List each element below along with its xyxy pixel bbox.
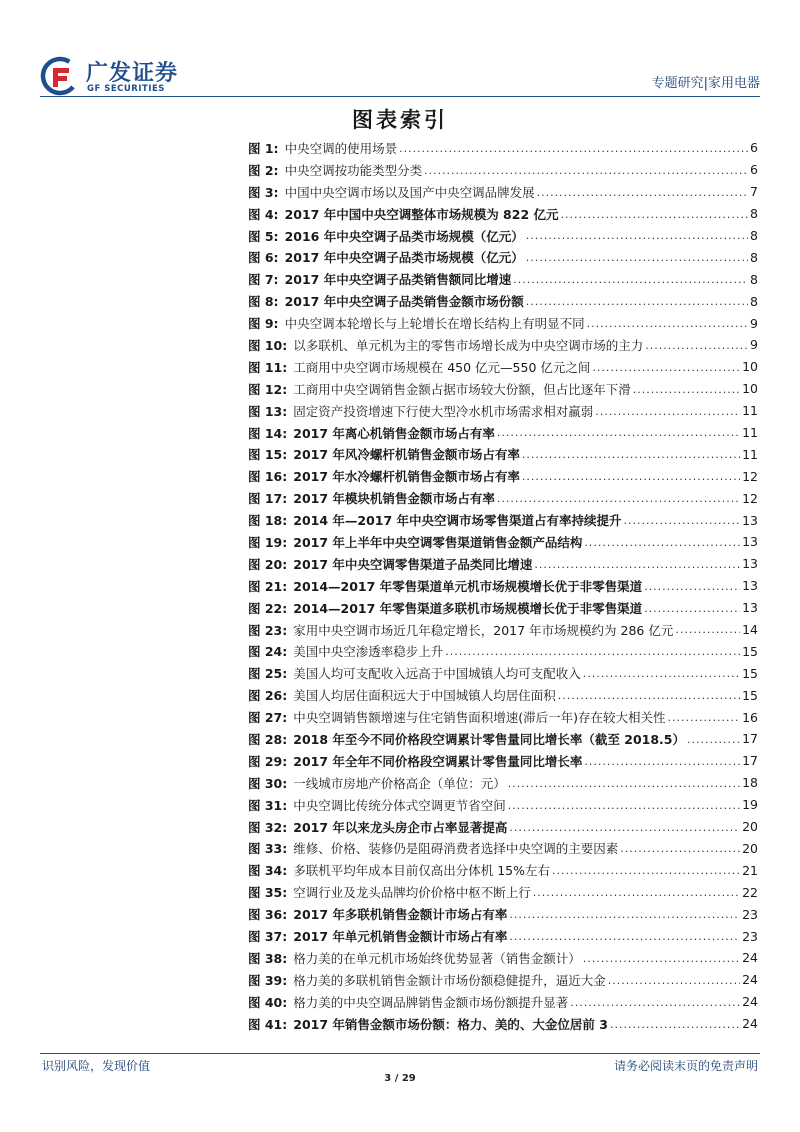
toc-leader-dots: [583, 668, 740, 684]
toc-leader-dots: [645, 340, 748, 356]
toc-leader-dots: [522, 471, 740, 487]
toc-leader-dots: [509, 909, 740, 925]
toc-leader-dots: [497, 493, 740, 509]
toc-entry[interactable]: [248, 246, 758, 268]
toc-figure-caption: 中央空调的使用场景: [284, 140, 398, 156]
toc-entry[interactable]: [248, 509, 758, 531]
footer-disclaimer-note: 请务必阅读末页的免责声明: [613, 1059, 758, 1073]
toc-figure-caption: 中央空调销售额增速与住宅销售面积增速(滞后一年)存在较大相关性: [293, 710, 666, 726]
toc-page-number: 15: [742, 643, 758, 659]
toc-entry[interactable]: [248, 422, 758, 444]
toc-figure-number: 图 18:: [248, 513, 288, 529]
toc-figure-caption: 2017 年中央空调零售渠道子品类同比增速: [293, 556, 533, 572]
toc-entry[interactable]: [248, 728, 758, 750]
toc-leader-dots: [587, 318, 748, 334]
toc-page-number: 11: [742, 446, 758, 462]
toc-figure-number: 图 8:: [248, 294, 279, 310]
toc-figure-caption: 空调行业及龙头品牌均价价格中枢不断上行: [293, 885, 531, 901]
toc-figure-number: 图 20:: [248, 556, 288, 572]
toc-figure-number: 图 38:: [248, 950, 288, 966]
toc-figure-caption: 2017 年离心机销售金额市场占有率: [293, 425, 495, 441]
toc-leader-dots: [633, 384, 740, 400]
toc-figure-caption: 2017 年上半年中央空调零售渠道销售金额产品结构: [293, 534, 583, 550]
toc-figure-caption: 2017 年风冷螺杆机销售金额市场占有率: [293, 447, 520, 463]
toc-figure-caption: 中央空调比传统分体式空调更节省空间: [293, 797, 506, 813]
toc-entry[interactable]: [248, 903, 758, 925]
toc-entry[interactable]: [248, 225, 758, 247]
toc-figure-number: 图 33:: [248, 841, 288, 857]
toc-entry[interactable]: [248, 1013, 758, 1035]
toc-entry[interactable]: [248, 312, 758, 334]
toc-entry[interactable]: [248, 619, 758, 641]
toc-leader-dots: [509, 822, 740, 838]
toc-entry[interactable]: [248, 991, 758, 1013]
toc-entry[interactable]: [248, 531, 758, 553]
toc-figure-caption: 以多联机、单元机为主的零售市场增长成为中央空调市场的主力: [293, 337, 644, 353]
toc-figure-caption: 多联机平均年成本目前仅高出分体机 15%左右: [293, 863, 551, 879]
toc-figure-caption: 2017 年以来龙头房企市占率显著提高: [293, 819, 508, 835]
toc-entry[interactable]: [248, 137, 758, 159]
toc-figure-caption: 2014—2017 年零售渠道多联机市场规模增长优于非零售渠道: [293, 600, 643, 616]
toc-page-number: 9: [750, 315, 758, 331]
toc-entry[interactable]: [248, 925, 758, 947]
toc-entry[interactable]: [248, 969, 758, 991]
toc-page-number: 24: [742, 994, 758, 1010]
toc-page-number: 15: [742, 665, 758, 681]
gf-logo-icon: [40, 56, 80, 96]
toc-figure-caption: 固定资产投资增速下行使大型冷水机市场需求相对羸弱: [293, 403, 594, 419]
toc-figure-caption: 美国人均居住面积远大于中国城镇人均居住面积: [293, 688, 556, 704]
toc-figure-number: 图 32:: [248, 819, 288, 835]
toc-figure-number: 图 16:: [248, 469, 288, 485]
toc-page-number: 17: [742, 753, 758, 769]
toc-figure-number: 图 3:: [248, 184, 279, 200]
toc-leader-dots: [624, 515, 741, 531]
toc-figure-number: 图 37:: [248, 929, 288, 944]
toc-entry[interactable]: [248, 947, 758, 969]
toc-figure-number: 图 31:: [248, 797, 288, 813]
toc-figure-caption: 格力美的多联机销售金额计市场份额稳健提升，逼近大金: [293, 972, 606, 988]
toc-entry[interactable]: [248, 290, 758, 312]
toc-leader-dots: [592, 362, 740, 378]
toc-leader-dots: [595, 406, 740, 422]
toc-page-number: 8: [750, 249, 758, 265]
toc-leader-dots: [552, 865, 740, 881]
toc-leader-dots: [584, 537, 740, 553]
toc-figure-caption: 2018 年至今不同价格段空调累计零售量同比增长率（截至 2018.5）: [293, 731, 685, 747]
toc-figure-number: 图 1:: [248, 140, 279, 156]
toc-entry[interactable]: [248, 181, 758, 203]
toc-entry[interactable]: [248, 356, 758, 378]
toc-entry[interactable]: [248, 553, 758, 575]
toc-figure-caption: 2017 年中央空调子品类销售金额市场份额: [284, 294, 524, 310]
toc-entry[interactable]: [248, 203, 758, 225]
toc-page-number: 21: [742, 862, 758, 878]
toc-page-number: 19: [742, 797, 758, 813]
toc-leader-dots: [424, 165, 748, 181]
logo-chinese-name: 广发证券: [86, 61, 179, 86]
toc-figure-number: 图 39:: [248, 972, 288, 988]
toc-entry[interactable]: [248, 684, 758, 706]
toc-figure-number: 图 4:: [248, 206, 279, 222]
toc-entry[interactable]: [248, 487, 758, 509]
toc-entry[interactable]: [248, 159, 758, 181]
toc-figure-number: 图 21:: [248, 578, 288, 594]
toc-entry[interactable]: [248, 575, 758, 597]
toc-leader-dots: [445, 646, 740, 662]
toc-page-number: 22: [742, 884, 758, 900]
toc-figure-caption: 中央空调按功能类型分类: [284, 162, 423, 178]
logo-english-name: GF SECURITIES: [87, 84, 165, 94]
toc-page-number: 8: [750, 271, 758, 287]
toc-page-number: 16: [742, 709, 758, 725]
toc-figure-caption: 2017 年单元机销售金额计市场占有率: [293, 929, 508, 944]
toc-page-number: 18: [742, 775, 758, 791]
toc-figure-number: 图 34:: [248, 863, 288, 879]
toc-figure-number: 图 23:: [248, 622, 288, 638]
toc-page-number: 8: [750, 228, 758, 243]
toc-leader-dots: [584, 756, 740, 772]
toc-figure-caption: 2017 年多联机销售金额计市场占有率: [293, 907, 508, 923]
toc-leader-dots: [644, 581, 740, 597]
toc-leader-dots: [537, 187, 748, 203]
toc-figure-caption: 美国人均可支配收入远高于中国城镇人均可支配收入: [293, 666, 581, 682]
toc-figure-caption: 2017 年水冷螺杆机销售金额市场占有率: [293, 469, 520, 485]
toc-figure-number: 图 9:: [248, 316, 279, 332]
toc-entry[interactable]: [248, 443, 758, 465]
toc-page-number: 12: [742, 490, 758, 506]
toc-figure-number: 图 28:: [248, 731, 288, 747]
toc-entry[interactable]: [248, 334, 758, 356]
toc-page-number: 14: [742, 622, 758, 638]
toc-page-number: 8: [750, 206, 758, 222]
toc-entry[interactable]: [248, 859, 758, 881]
toc-page-number: 13: [742, 556, 758, 572]
footer-divider: [40, 1053, 760, 1054]
toc-figure-number: 图 13:: [248, 403, 288, 419]
toc-figure-number: 图 30:: [248, 775, 288, 791]
footer-slogan: 识别风险，发现价值: [42, 1059, 151, 1073]
company-logo: [40, 56, 220, 96]
toc-figure-caption: 2016 年中央空调子品类市场规模（亿元）: [284, 228, 524, 244]
toc-figure-number: 图 36:: [248, 907, 288, 923]
toc-figure-caption: 2017 年模块机销售金额市场占有率: [293, 491, 495, 507]
toc-figure-caption: 格力美的中央空调品牌销售金额市场份额提升显著: [293, 994, 569, 1010]
toc-entry[interactable]: [248, 794, 758, 816]
toc-page-number: 20: [742, 819, 758, 835]
toc-page-number: 7: [750, 184, 758, 200]
toc-figure-caption: 格力美的在单元机市场始终优势显著（销售金额计）: [293, 950, 581, 966]
toc-figure-caption: 2014—2017 年零售渠道单元机市场规模增长优于非零售渠道: [293, 578, 643, 594]
toc-page-number: 24: [742, 1016, 758, 1032]
toc-figure-caption: 中央空调本轮增长与上轮增长在增长结构上有明显不同: [284, 316, 585, 332]
toc-leader-dots: [687, 734, 740, 750]
toc-entry[interactable]: [248, 750, 758, 772]
toc-page-number: 10: [742, 359, 758, 375]
toc-entry[interactable]: [248, 378, 758, 400]
toc-leader-dots: [399, 143, 748, 159]
toc-leader-dots: [570, 997, 740, 1013]
toc-figure-caption: 2017 年全年不同价格段空调累计零售量同比增长率: [293, 753, 583, 769]
page-title: 图表索引: [352, 107, 448, 132]
report-category: 专题研究|家用电器: [651, 76, 760, 91]
toc-leader-dots: [668, 712, 741, 728]
toc-entry[interactable]: [248, 838, 758, 860]
toc-figure-caption: 一线城市房地产价格高企（单位：元）: [293, 775, 506, 791]
toc-leader-dots: [497, 427, 740, 443]
toc-page-number: 23: [742, 906, 758, 922]
toc-figure-caption: 2017 年中央空调子品类销售额同比增速: [284, 272, 512, 288]
toc-leader-dots: [513, 274, 748, 290]
toc-leader-dots: [610, 1019, 740, 1035]
toc-leader-dots: [526, 252, 748, 268]
toc-leader-dots: [620, 843, 740, 859]
toc-entry[interactable]: [248, 268, 758, 290]
toc-figure-number: 图 22:: [248, 600, 288, 616]
toc-figure-caption: 2014 年—2017 年中央空调市场零售渠道占有率持续提升: [293, 513, 622, 529]
toc-figure-number: 图 7:: [248, 272, 279, 288]
toc-entry[interactable]: [248, 706, 758, 728]
toc-figure-number: 图 40:: [248, 994, 288, 1010]
toc-page-number: 13: [742, 600, 758, 616]
toc-figure-number: 图 15:: [248, 447, 288, 463]
toc-figure-caption: 中国中央空调市场以及国产中央空调品牌发展: [284, 184, 535, 200]
toc-leader-dots: [526, 296, 748, 312]
toc-leader-dots: [534, 559, 740, 575]
toc-page-number: 10: [742, 381, 758, 397]
figure-index-list: [248, 137, 758, 1035]
toc-leader-dots: [533, 887, 740, 903]
toc-leader-dots: [608, 975, 740, 991]
toc-figure-number: 图 24:: [248, 644, 288, 660]
toc-leader-dots: [583, 953, 740, 969]
toc-figure-number: 图 11:: [248, 359, 288, 375]
toc-figure-number: 图 12:: [248, 381, 288, 397]
toc-figure-caption: 2017 年销售金额市场份额：格力、美的、大金位居前 3: [293, 1016, 608, 1032]
toc-entry[interactable]: [248, 465, 758, 487]
toc-page-number: 24: [742, 950, 758, 966]
toc-page-number: 6: [750, 162, 758, 178]
toc-page-number: 23: [742, 928, 758, 944]
toc-figure-number: 图 25:: [248, 666, 288, 682]
toc-leader-dots: [509, 931, 740, 947]
toc-figure-number: 图 5:: [248, 228, 279, 244]
toc-leader-dots: [675, 624, 740, 640]
toc-figure-number: 图 2:: [248, 162, 279, 178]
toc-leader-dots: [558, 690, 740, 706]
toc-page-number: 13: [742, 534, 758, 550]
toc-figure-number: 图 35:: [248, 885, 288, 901]
toc-figure-number: 图 41:: [248, 1016, 288, 1032]
toc-leader-dots: [644, 603, 740, 619]
toc-figure-caption: 家用中央空调市场近几年稳定增长，2017 年市场规模约为 286 亿元: [293, 622, 674, 638]
toc-figure-number: 图 6:: [248, 250, 279, 266]
toc-leader-dots: [526, 230, 748, 246]
toc-figure-number: 图 27:: [248, 710, 288, 726]
toc-figure-number: 图 19:: [248, 534, 288, 550]
toc-figure-number: 图 29:: [248, 753, 288, 769]
toc-page-number: 9: [750, 337, 758, 353]
toc-leader-dots: [522, 449, 740, 465]
toc-leader-dots: [561, 209, 749, 225]
toc-page-number: 17: [742, 731, 758, 747]
toc-entry[interactable]: [248, 816, 758, 838]
toc-page-number: 15: [742, 687, 758, 703]
toc-entry[interactable]: [248, 640, 758, 662]
toc-figure-number: 图 26:: [248, 688, 288, 704]
toc-figure-number: 图 17:: [248, 491, 288, 507]
toc-page-number: 11: [742, 403, 758, 419]
toc-figure-number: 图 14:: [248, 425, 288, 441]
toc-figure-caption: 维修、价格、装修仍是阻碍消费者选择中央空调的主要因素: [293, 841, 619, 857]
toc-figure-caption: 2017 年中国中央空调整体市场规模为 822 亿元: [284, 206, 559, 222]
toc-page-number: 12: [742, 468, 758, 484]
toc-leader-dots: [508, 778, 740, 794]
toc-page-number: 13: [742, 578, 758, 594]
toc-entry[interactable]: [248, 772, 758, 794]
toc-page-number: 24: [742, 972, 758, 988]
toc-entry[interactable]: [248, 597, 758, 619]
toc-entry[interactable]: [248, 662, 758, 684]
toc-page-number: 13: [742, 512, 758, 528]
toc-leader-dots: [508, 800, 740, 816]
toc-figure-caption: 工商用中央空调销售金额占据市场较大份额，但占比逐年下滑: [293, 381, 631, 397]
toc-figure-caption: 2017 年中央空调子品类市场规模（亿元）: [284, 250, 524, 266]
toc-page-number: 6: [750, 140, 758, 156]
toc-entry[interactable]: [248, 881, 758, 903]
header-divider: [40, 96, 760, 97]
toc-entry[interactable]: [248, 400, 758, 422]
page-number: 3 / 29: [384, 1073, 416, 1084]
toc-figure-number: 图 10:: [248, 337, 288, 353]
toc-figure-caption: 美国中央空渗透率稳步上升: [293, 644, 444, 660]
toc-page-number: 20: [742, 840, 758, 856]
toc-page-number: 8: [750, 293, 758, 309]
page-header: [40, 50, 760, 96]
toc-page-number: 11: [742, 425, 758, 441]
toc-figure-caption: 工商用中央空调市场规模在 450 亿元—550 亿元之间: [293, 359, 591, 375]
